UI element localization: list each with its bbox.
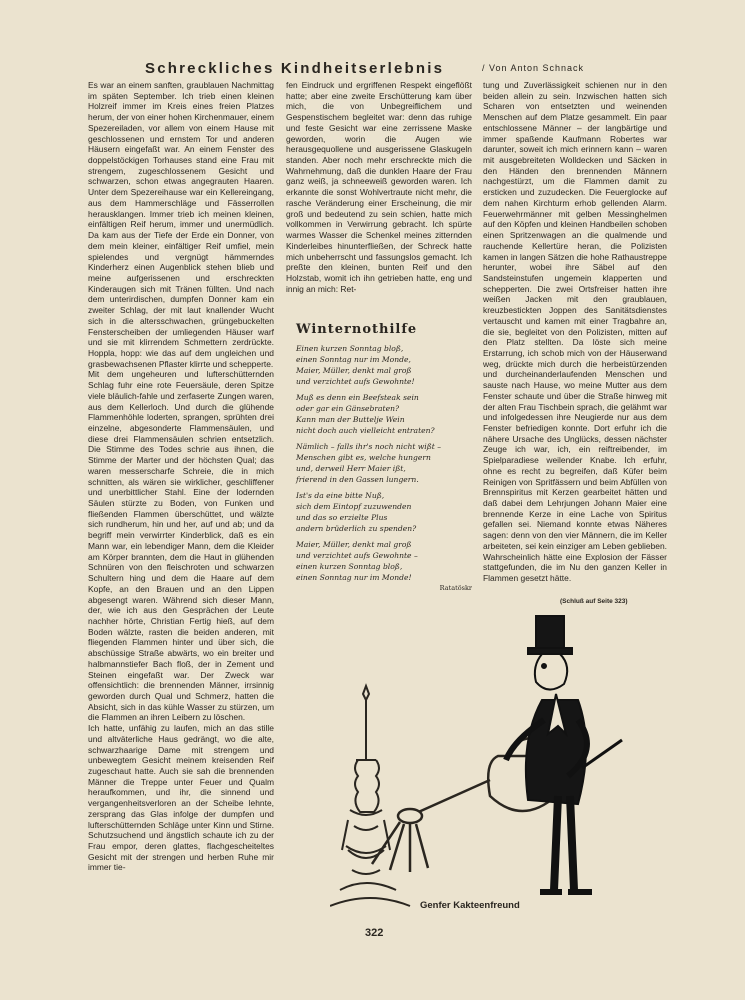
poem-line: und das so erzielte Plus bbox=[296, 513, 388, 522]
poem-line: andern brüderlich zu spenden? bbox=[296, 524, 417, 533]
poem-line: Einen kurzen Sonntag bloß, bbox=[296, 344, 404, 353]
cartoon-illustration bbox=[330, 610, 630, 920]
cactus-drawing bbox=[330, 686, 410, 906]
paragraph: Es war an einem sanften, graublauen Nachmittag im späten September. Ich trieb einen kleinen Holzreif immer im Kreis eines freien Platzes herum, der von einer hohen Kirchenmauer, einem Spezereiladen, vor allem von einem Hause mit geschlossenen und ernstem Tor und anderen Häusern eingefaßt war. An einem Fenster des doppelstöckigen Torhauses stand eine Frau mit strengem, zugeschlossenem Gesicht und schwarzen, schon etwas angegrauten Haaren. Unter dem Spezereihause war ein Kellereingang, aus dem Hammerschläge und Fässerrollen herausklangen. Immer trieb ich meinen kleinen, einfältigen Reif herum, immer und unermüdlich. Da kam aus der Tiefe der Erde ein Donner, von dem mein kleiner, einfältiger Reif umfiel, mein spielendes und vergnügt hämmerndes Kinderherz einen Augenblick stehen blieb und meine aufgerissenen und erschreckten Kinderaugen sich mit Tränen füllten. Und nach dem unterirdischen, dumpfen Donner kam ein zweiter Schlag, der mit laut knallender Wucht sich in die altersschwachen, grüngebuckelten Fensterscheiben der umliegenden Häuser warf und sie mit klirrendem Schmettern zerdrückte. Hoppla, hopp: wie das auf dem ungleichen und grasbewachsenen Pflaster klirrte und schepperte. bbox=[88, 80, 274, 369]
poem-line: und verzichtet aufs Gewohnte – bbox=[296, 551, 418, 560]
gentleman-figure bbox=[506, 616, 622, 892]
poem-line: Maier, Müller, denkt mal groß bbox=[296, 366, 412, 375]
paragraph: Mit dem ungeheuren und lufterschütternden Schlag fuhr eine rote Feuersäule, deren Spitze viele bläulich-fahle und zerfaserte Zungen waren, aus dem Kellerloch. Und durch die glühende Flammenhöhle loderten, sprangen, sprühten drei einzelne, abgesonderte Flammensäulen, und diese drei Flammensäulen schrien entsetzlich. Die Stimme des Todes schrie aus ihnen, die Stimme der Marter und der höchsten Qual; das waren messerscharfe Schreie, die in mich schnitten, als wären sie wirklicher, geschliffener und unerbittlicher Stahl. Eine der lodernden Säulen stürzte zu Boden, von Funken und fließenden Flammen überschüttet, und wälzte sich rundherum, hin und her, auf und ab; und da begriff mein verwirrter Kinderblick, daß es ein Mann war, ein lebendiger Mann, dem die Kleider am Körper brannten, dem die Haut in glühenden Schnüren von den fleischroten und schwarzen Schultern hing und dem die Haare auf dem Kopfe, an den Brauen und an den Lippen abgesengt waren. Während sich dieser Mann, der, wie ich aus den Gesprächen der Leute nachher hörte, Christian Fertig hieß, auf dem Boden wälzte, rasten die beiden anderen, mit fliegenden Flammen hinter und über sich, die abschüssige Straße abwärts, wo ein breiter und halbmannstiefer Bach floß, der in Zement und Steinen eingefaßt war. Der Zweck war offensichtlich: die brennenden Männer, irrsinnig geworden durch Qual und Schmerz, hatten die Absicht, sich in das kühle Wasser zu stürzen, um die Flammen an ihren Leibern zu löschen. bbox=[88, 369, 274, 723]
poem-line: nicht doch auch vielleicht entraten? bbox=[296, 426, 435, 435]
article-byline: / Von Anton Schnack bbox=[482, 63, 585, 73]
poem-stanza bbox=[296, 343, 472, 387]
poem-line: Maier, Müller, denkt mal groß bbox=[296, 540, 412, 549]
illustration-caption: Genfer Kakteenfreund bbox=[420, 900, 520, 911]
poem-stanza bbox=[296, 490, 472, 534]
poem-stanza bbox=[296, 392, 472, 436]
poem-stanza bbox=[296, 441, 472, 485]
paragraph: tung und Zuverlässigkeit schienen nur in den beiden allein zu sein. Inzwischen hatten sich Scharen von entsetzten und weinenden Menschen auf dem Platze gesammelt. Ein paar entschlossene Männer – der langbärtige und immer spaßende Kaufmann Robertes war darunter, soweit ich mich erinnern kann – waren mit ausgebreiteten Wolldecken und Säcken in den Händen den brennenden Männern nachgestürzt, um die Flammen damit zu ersticken und zuzudecken. Die Feuerglocke auf dem nahen Kirchturm erhob gellenden Alarm. Feuerwehrmänner mit gelben Messinghelmen auf den Köpfen und kleinen Handbeilen schoben einen Spritzenwagen an die qualmende und rauchende Kellertüre heran, die Polizisten kamen in langen Sätzen die hohe Rathaustreppe herunter, wobei ihre Säbel auf den Sandsteinstufen ungemein klapperten und schepperten. Die zwei Ortsfreiser hatten ihre weißen Jacken mit den graublauen, kreuzbestickten Joppen des Sanitätsdienstes vertauscht und kamen mit einer Tragbahre an, die sie, begleitet von den Polizisten, mitten auf den Platz stellten. Da löste sich meine Erstarrung, ich schob mich von der Häuserwand weg, drückte mich durch die herbeistürzenden und durcheinanderlaufenden Menschen und sauste nach Hause, wo meine Mutter aus dem Fenster schaute und über die Straße hinweg mit der alten Frau Tischbein sprach, die gelähmt war und infolgedessen ihre Neugierde nur aus dem Fenster befriedigen konnte. Dort erfuhr ich die nähere Ursache des Unglücks, dessen nächster Zeuge ich war, ich, ein reiftreibender, im Spielparadiese weilender Knabe. Ich erfuhr, ohne es recht zu begreifen, daß Küfer beim Reinigen von Spritfässern und beim Abfüllen von Brennspiritus mit Kerzen gearbeitet hätten und daß dabei dem Lehrjungen Johann Maier eine brennende Kerze in eine Lache von Spiritus gefallen sei. Niemand konnte etwas Näheres sagen: denn von den vier Männern, die im Keller arbeiteten, sei kein einziger am Leben geblieben. Wahrscheinlich hätte eine Explosion der Fässer stattgefunden, die im Nu den ganzen Keller in Flammen gesetzt hätte. bbox=[483, 80, 667, 584]
article-column-3 bbox=[483, 80, 667, 615]
continuation-note: (Schluß auf Seite 323) bbox=[560, 598, 628, 605]
poem-line: oder gar ein Gänsebraten? bbox=[296, 404, 400, 413]
poem-line: sich dem Eintopf zuzuwenden bbox=[296, 502, 412, 511]
poem-line: Ist's da eine bitte Nuß, bbox=[296, 491, 385, 500]
poem-title: Winternothilfe bbox=[296, 322, 418, 337]
article-column-1 bbox=[88, 80, 274, 930]
article-title: Schreckliches Kindheitserlebnis bbox=[145, 60, 445, 77]
paragraph: fen Eindruck und ergriffenen Respekt eingeflößt hatte; aber eine zweite Erschütterung kam über mich, die von Unbegreiflichem und Gespenstischem begleitet war: denn das ruhige und feste Gesicht war eine zerrissene Maske geworden, worin die Augen wie herausgequollene und ausgerissene Glaskugeln standen. Aber noch mehr erschreckte mich die Wahrnehmung, daß die dunklen Haare der Frau ganz weiß, ja schneeweiß geworden waren. Ich erkannte die sonst Wohlvertraute nicht mehr, die rasche Veränderung einer Erscheinung, die mir groß und bedeutend zu sein schien, hatte mich vollkommen in Verwirrung gebracht. Ich spürte warmes Wasser die Schenkel meines zitternden Kinderleibes hinunterfließen, der Schreck hatte mich unbeherrscht und fassungslos gemacht. Ich preßte den kleinen, bunten Reif und den Holzstab, womit ich ihn getrieben hatte, eng und innig an mich: Ret- bbox=[286, 80, 472, 294]
poem-line: Nämlich – falls ihr's noch nicht wißt – bbox=[296, 442, 442, 451]
page-number: 322 bbox=[365, 927, 384, 939]
poem-line: und, derweil Herr Maier ißt, bbox=[296, 464, 406, 473]
poem-line: einen Sonntag nur im Monde, bbox=[296, 355, 411, 364]
poem-line: Menschen gibt es, welche hungern bbox=[296, 453, 431, 462]
poem-author: Ratatöskr bbox=[439, 584, 472, 592]
article-column-2 bbox=[286, 80, 472, 312]
poem-line: frierend in den Gassen lungern. bbox=[296, 475, 419, 484]
poem-stanza bbox=[296, 539, 472, 583]
paragraph: Ich hatte, unfähig zu laufen, mich an das stille und altväterliche Haus gedrängt, wo die alte, schwarzhaarige Dame mit strengem und unbewegtem Gesicht meinem kreisenden Reif zugeschaut hatte. Auch sie sah die brennenden Männer die Treppe unter Feuer und Qualm heraufkommen, und ihr, die sinnend und vergangenheitsverloren an der Scheibe lehnte, zersprang das Glas infolge der dumpfen und lufterschütternden Schläge unter Kinn und Stirne. Schutzsuchend und ängstlich schaute ich zu der Frau empor, deren glattes, flachgescheiteltes Gesicht mit der strengen und herben Ruhe mir immer tie- bbox=[88, 723, 274, 873]
poem-line: Kann man der Buttelje Wein bbox=[296, 415, 405, 424]
poem-line: einen kurzen Sonntag bloß, bbox=[296, 562, 403, 571]
poem-box bbox=[296, 322, 472, 592]
poem-line: Muß es denn ein Beefsteak sein bbox=[296, 393, 419, 402]
poem-line: und verzichtet aufs Gewohnte! bbox=[296, 377, 415, 386]
poem-line: einen Sonntag nur im Monde! bbox=[296, 573, 412, 582]
